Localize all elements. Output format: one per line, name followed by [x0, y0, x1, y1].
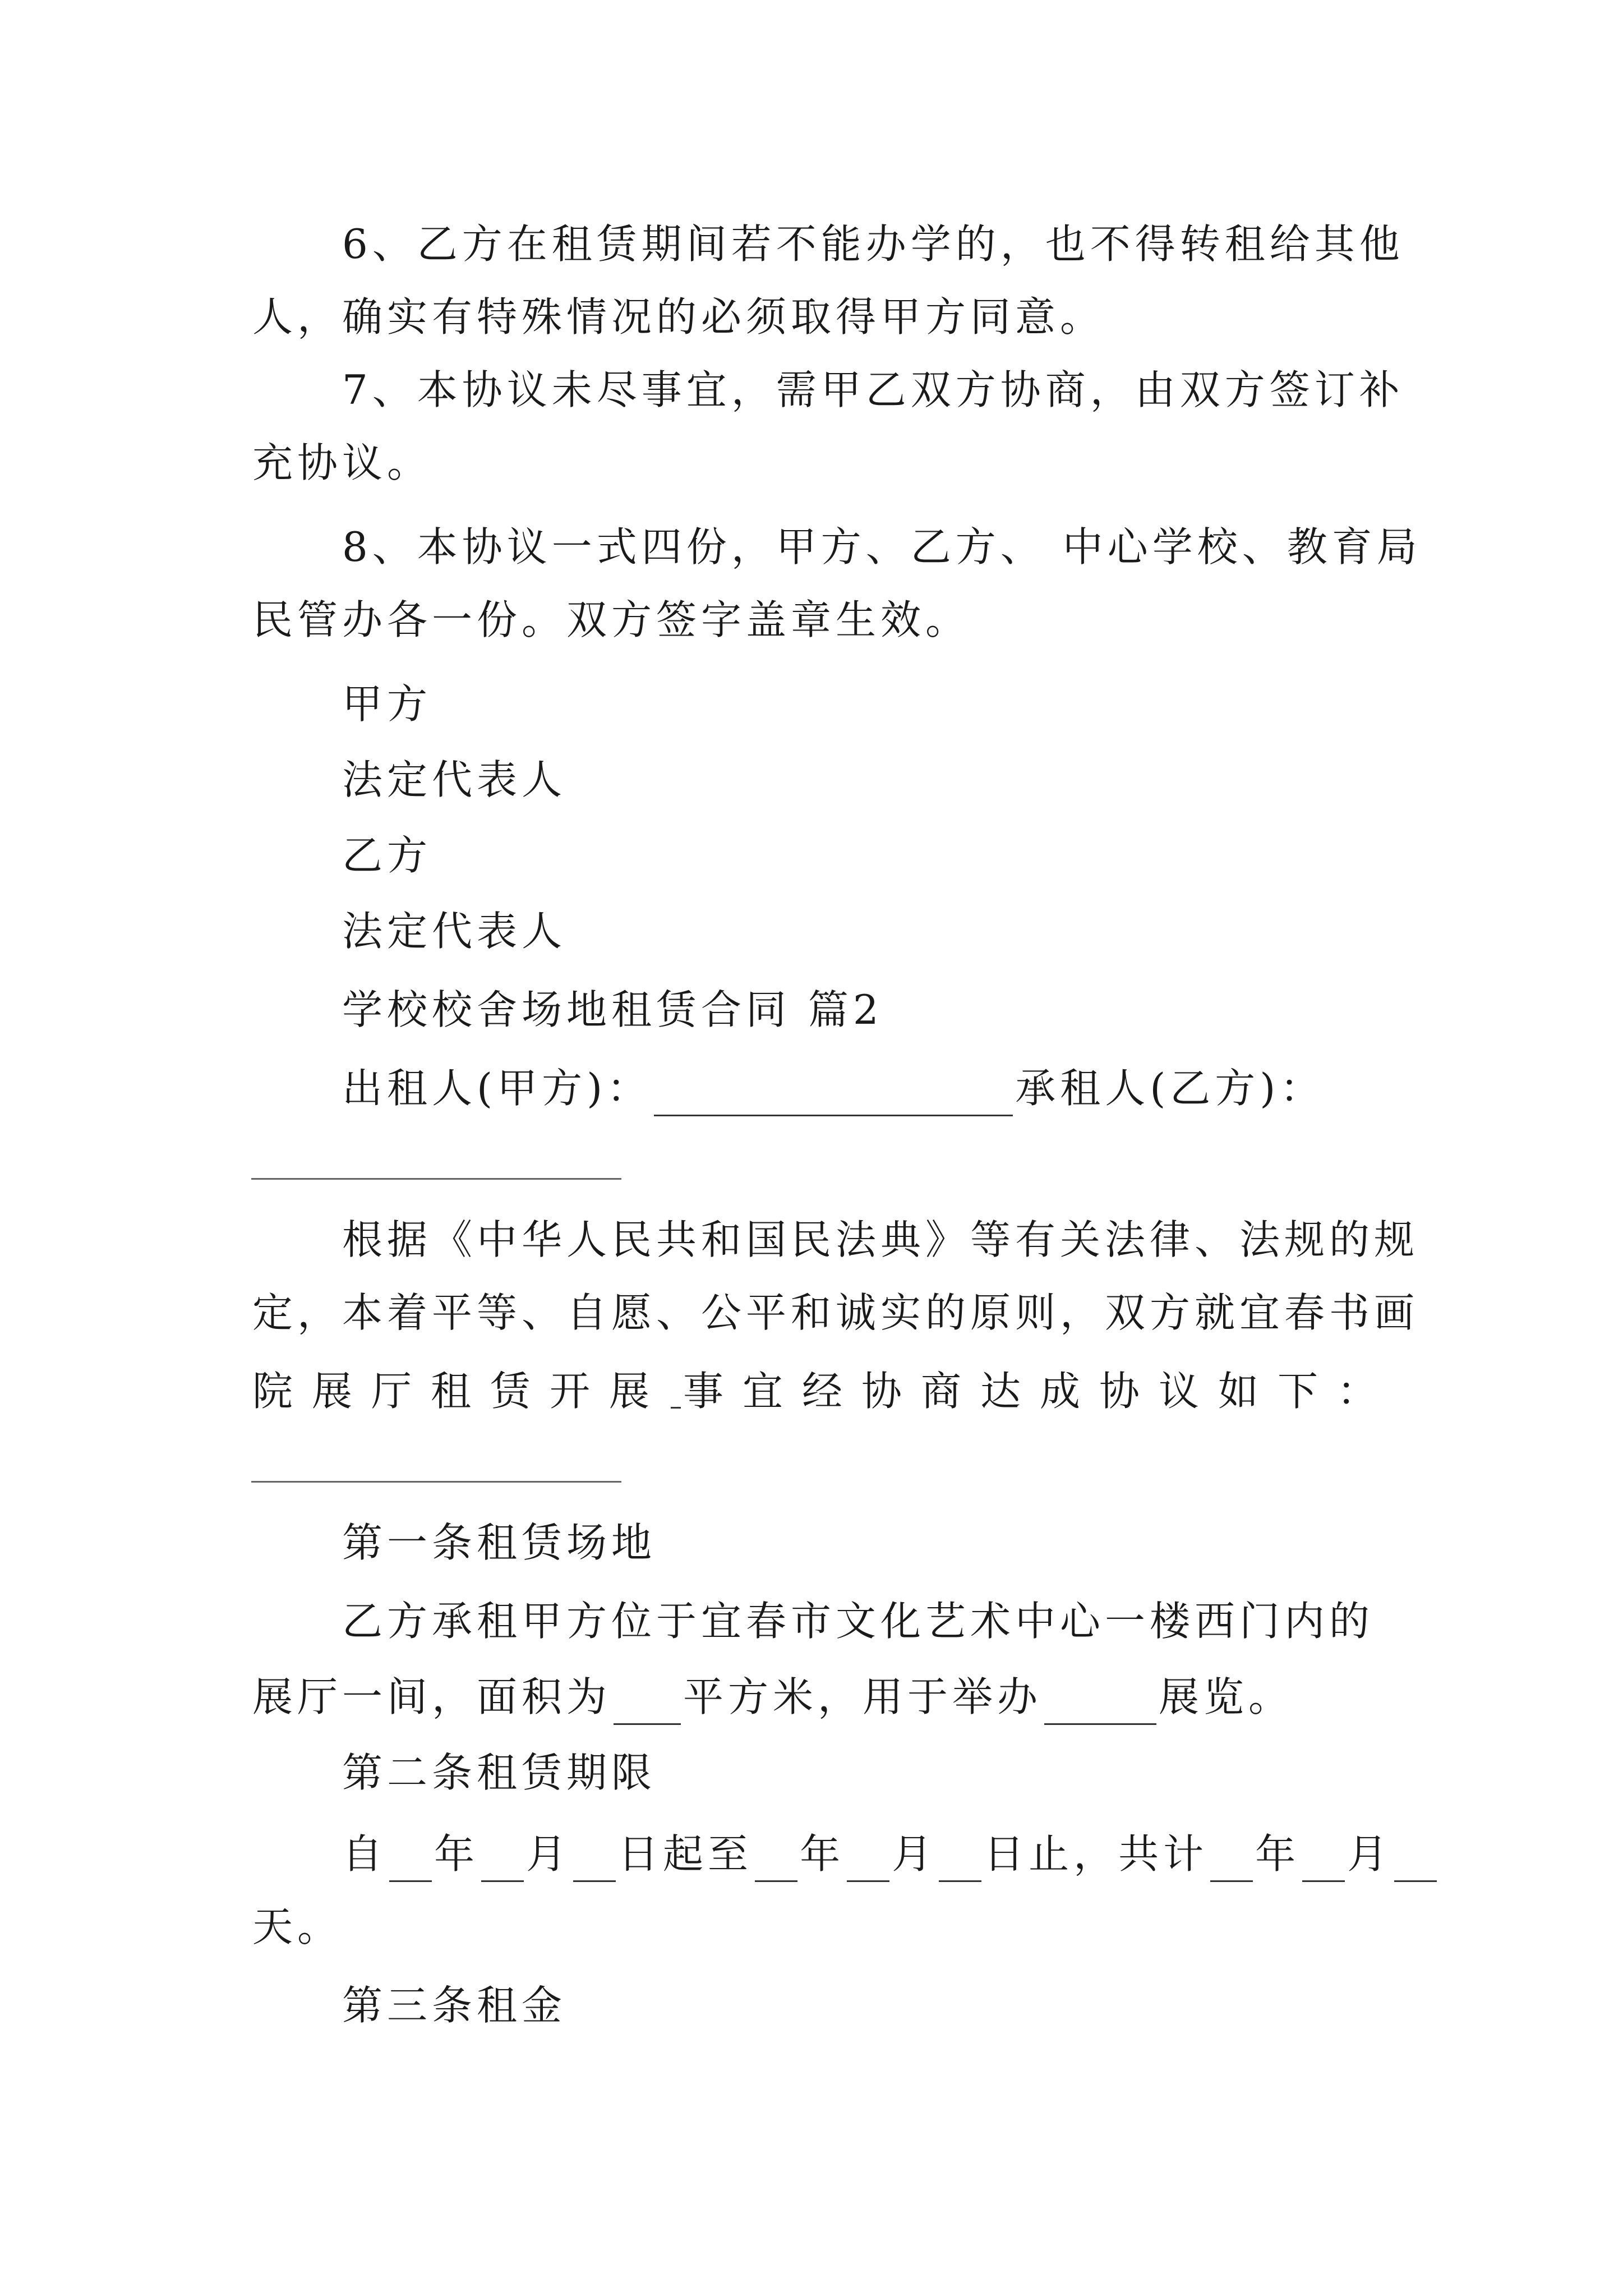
signature-party-b: 乙方 — [342, 832, 432, 879]
lessor-label: 出租人(甲方)： — [342, 1065, 652, 1112]
term-year-3: 年 — [1255, 1830, 1301, 1878]
signature-party-a: 甲方 — [342, 680, 432, 728]
intro-line-1: 根据《中华人民共和国民法典》等有关法律、法规的规 — [342, 1216, 1419, 1263]
intro-blank-line — [251, 1481, 621, 1483]
term-month-1: 月 — [526, 1830, 571, 1878]
clause-7-line-1: 7、本协议未尽事宜，需甲乙双方协商，由双方签订补 — [342, 366, 1404, 413]
party-names-line — [342, 1060, 1325, 1116]
end-day-blank — [939, 1837, 981, 1882]
intro-line-3-start: 院展厅租赁开展 — [252, 1368, 669, 1415]
term-from: 自 — [342, 1830, 388, 1878]
start-month-blank — [481, 1837, 524, 1882]
intro-blank — [671, 1363, 681, 1409]
signature-representative-a: 法定代表人 — [342, 756, 567, 803]
article-3-title: 第三条租金 — [342, 1982, 567, 2029]
signature-representative-b: 法定代表人 — [342, 908, 567, 955]
article-1-line-2 — [252, 1669, 1293, 1725]
article-2-title: 第二条租赁期限 — [342, 1749, 657, 1796]
exhibition-text: 展览。 — [1159, 1673, 1294, 1720]
clause-6-line-2: 人，确实有特殊情况的必须取得甲方同意。 — [252, 293, 1105, 341]
lessor-blank — [654, 1071, 1013, 1116]
lessee-blank-line — [251, 1178, 621, 1180]
clause-8-line-1: 8、本协议一式四份，甲方、乙方、 中心学校、教育局 — [342, 523, 1422, 570]
article-1-title: 第一条租赁场地 — [342, 1519, 657, 1566]
clause-7-line-2: 充协议。 — [252, 439, 432, 486]
end-year-blank — [755, 1837, 797, 1882]
term-month-2: 月 — [892, 1830, 937, 1878]
purpose-text: 平方米，用于举办 — [683, 1673, 1043, 1720]
intro-line-2: 定，本着平等、自愿、公平和诚实的原则，双方就宜春书画 — [252, 1289, 1419, 1336]
total-day-blank — [1394, 1837, 1437, 1882]
hall-text: 展厅一间，面积为 — [252, 1673, 612, 1720]
clause-8-line-2: 民管办各一份。双方签字盖章生效。 — [252, 596, 971, 643]
term-days-line: 天。 — [252, 1903, 343, 1950]
area-blank — [614, 1680, 681, 1725]
intro-line-3-end: 事宜经协商达成协议如下： — [683, 1368, 1396, 1415]
exhibition-blank — [1044, 1680, 1156, 1725]
term-start-day: 日起至 — [618, 1830, 753, 1878]
lessee-label: 承租人(乙方)： — [1015, 1065, 1325, 1112]
total-month-blank — [1302, 1837, 1345, 1882]
term-year-1: 年 — [434, 1830, 479, 1878]
clause-6-line-1: 6、乙方在租赁期间若不能办学的，也不得转租给其他 — [342, 220, 1404, 268]
start-year-blank — [389, 1837, 432, 1882]
total-year-blank — [1210, 1837, 1253, 1882]
term-end-day: 日止，共计 — [984, 1830, 1209, 1878]
start-day-blank — [573, 1837, 616, 1882]
term-line — [342, 1826, 1439, 1882]
section-2-title: 学校校舍场地租赁合同 篇2 — [342, 986, 883, 1033]
end-month-blank — [847, 1837, 889, 1882]
term-year-2: 年 — [800, 1830, 845, 1878]
intro-line-3 — [252, 1363, 1396, 1419]
article-1-line-1: 乙方承租甲方位于宜春市文化艺术中心一楼西门内的 — [342, 1598, 1375, 1645]
term-month-3: 月 — [1347, 1830, 1393, 1878]
